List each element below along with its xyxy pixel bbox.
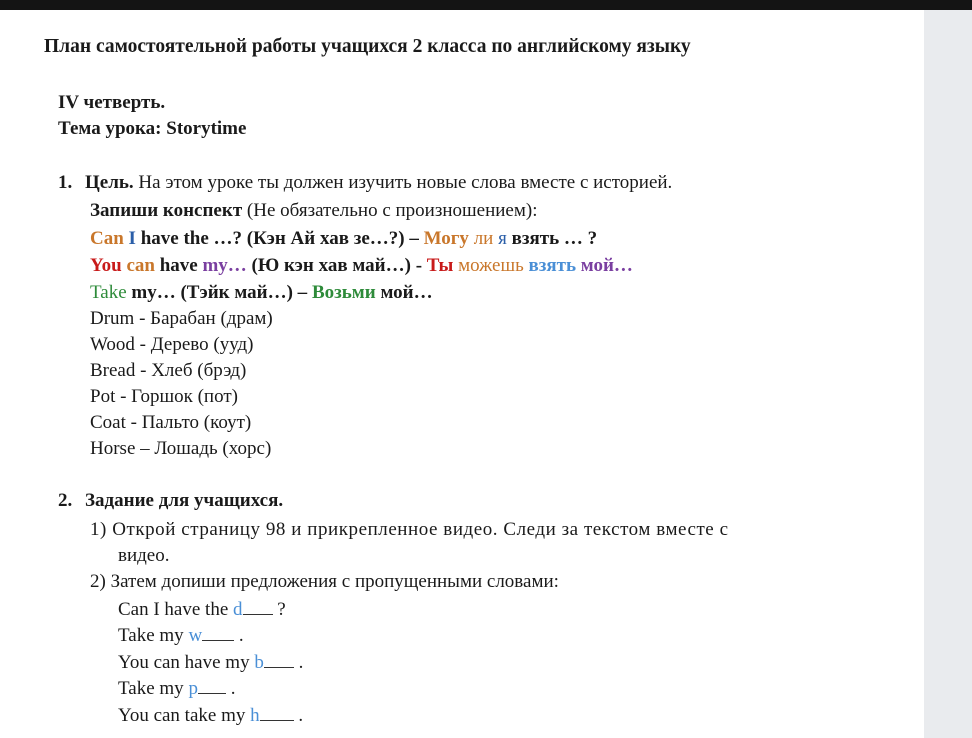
word-vzyat: взять bbox=[511, 228, 560, 249]
answer-blank[interactable] bbox=[202, 624, 234, 641]
sentence-row bbox=[118, 624, 244, 647]
task1-line2: видео. bbox=[118, 545, 170, 566]
hint-letter: h bbox=[250, 705, 260, 726]
note-line bbox=[90, 200, 537, 222]
word-moy-2: мой… bbox=[380, 282, 433, 303]
word-take: Take bbox=[90, 282, 127, 303]
section2-number: 2. bbox=[58, 490, 73, 511]
sentence-text: Can I have the bbox=[118, 599, 229, 620]
sentence-punct: . bbox=[298, 652, 304, 673]
sentence-text: Take my bbox=[118, 678, 184, 699]
goal-text: На этом уроке ты должен изучить новые слова вместе с историей. bbox=[138, 172, 673, 193]
word-ty: Ты bbox=[426, 255, 454, 276]
hint-letter: d bbox=[233, 599, 243, 620]
sentence-punct: ? bbox=[277, 599, 286, 620]
word-vzyat-2: взять bbox=[528, 255, 577, 276]
word-moy: мой… bbox=[580, 255, 633, 276]
word-have: have bbox=[140, 228, 179, 249]
phrase2-rest: (Ю кэн хав май…) - bbox=[251, 255, 423, 276]
word-my: my… bbox=[202, 255, 247, 276]
word-li: ли bbox=[473, 228, 494, 249]
word-mogu: Могу bbox=[423, 228, 469, 249]
task1-line1: 1) Открой страницу 98 и прикрепленное видео. Следи за текстом вместе с bbox=[90, 519, 729, 540]
vocab-item: Coat - Пальто (коут) bbox=[90, 412, 252, 433]
word-you: You bbox=[90, 255, 122, 276]
vocab-item: Bread - Хлеб (брэд) bbox=[90, 360, 247, 381]
sentence-row bbox=[118, 704, 303, 727]
phrase1-rest: the …? (Кэн Ай хав зе…?) – bbox=[183, 228, 419, 249]
sentence-text: You can take my bbox=[118, 705, 246, 726]
sentence-row bbox=[118, 651, 303, 674]
hint-letter: b bbox=[254, 652, 264, 673]
vocab-item: Drum - Барабан (драм) bbox=[90, 308, 273, 329]
section2-title: Задание для учащихся. bbox=[85, 490, 284, 511]
note-label: Запиши конспект bbox=[90, 200, 243, 221]
vocab-item: Horse – Лошадь (хорс) bbox=[90, 438, 272, 459]
vocab-item: Wood - Дерево (ууд) bbox=[90, 334, 254, 355]
sentence-punct: . bbox=[238, 625, 244, 646]
section2-heading bbox=[58, 490, 283, 512]
sentence-row bbox=[118, 677, 235, 700]
sentence-punct: . bbox=[298, 705, 304, 726]
phrase1-end: … ? bbox=[563, 228, 598, 249]
phrase-you-can-have bbox=[90, 255, 633, 277]
topic-label: Тема урока: Storytime bbox=[58, 118, 247, 139]
word-ya: я bbox=[498, 228, 507, 249]
task2-line: 2) Затем допиши предложения с пропущенными словами: bbox=[90, 571, 559, 592]
quarter-label: IV четверть. bbox=[58, 92, 166, 113]
note-text: (Не обязательно с произношением): bbox=[246, 200, 538, 221]
answer-blank[interactable] bbox=[243, 598, 273, 615]
section1-number: 1. bbox=[58, 172, 73, 193]
word-have-2: have bbox=[159, 255, 198, 276]
phrase3-rest: my… (Тэйк май…) – bbox=[131, 282, 308, 303]
word-mozhesh: можешь bbox=[458, 255, 524, 276]
section1-goal bbox=[58, 172, 672, 194]
side-panel bbox=[924, 10, 972, 738]
phrase-take-my bbox=[90, 282, 433, 304]
sentence-punct: . bbox=[230, 678, 236, 699]
hint-letter: w bbox=[188, 625, 203, 646]
goal-label: Цель. bbox=[85, 172, 134, 193]
answer-blank[interactable] bbox=[198, 677, 226, 694]
word-i: I bbox=[128, 228, 136, 249]
phrase-can-i-have bbox=[90, 228, 597, 250]
top-bar bbox=[0, 0, 972, 10]
sentence-text: Take my bbox=[118, 625, 184, 646]
sentence-text: You can have my bbox=[118, 652, 250, 673]
word-vozmi: Возьми bbox=[311, 282, 376, 303]
word-can: Can bbox=[90, 228, 124, 249]
vocab-item: Pot - Горшок (пот) bbox=[90, 386, 238, 407]
hint-letter: p bbox=[188, 678, 198, 699]
answer-blank[interactable] bbox=[264, 651, 294, 668]
answer-blank[interactable] bbox=[260, 704, 294, 721]
sentence-row bbox=[118, 598, 286, 621]
word-can-2: can bbox=[126, 255, 155, 276]
page-title: План самостоятельной работы учащихся 2 класса по английскому языку bbox=[44, 36, 691, 57]
